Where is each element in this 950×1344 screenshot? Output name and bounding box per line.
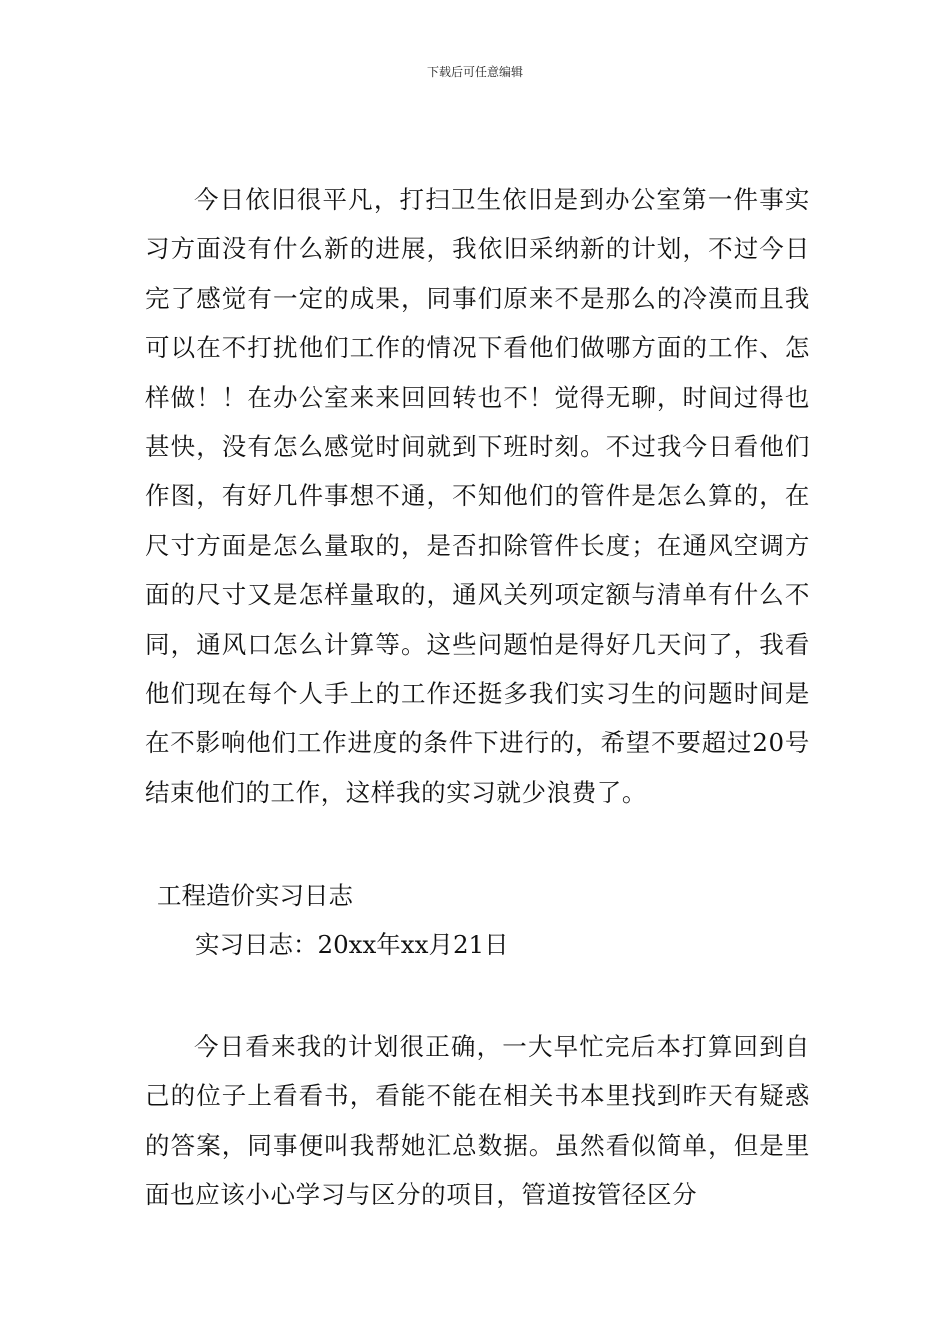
page-header-note: 下载后可任意编辑: [426, 65, 523, 79]
paragraph-1: 今日依旧很平凡，打扫卫生依旧是到办公室第一件事实习方面没有什么新的进展，我依旧采纳新的计划，不过今日完了感觉有一定的成果，同事们原来不是那么的冷漠而且我可以在不打扰他们工作的情况下看他们做哪方面的工作、怎样做！！在办公室来来回回转也不！觉得无聊，时间过得也甚快，没有怎么感觉时间就到下班时刻。不过我今日看他们作图，有好几件事想不通，不知他们的管件是怎么算的，在尺寸方面是怎么量取的，是否扣除管件长度；在通风空调方面的尺寸又是怎样量取的，通风关列项定额与清单有什么不同，通风口怎么计算等。这些问题怕是得好几天问了，我看他们现在每个人手上的工作还挺多我们实习生的问题时间是在不影响他们工作进度的条件下进行的，希望不要超过20号结束他们的工作，这样我的实习就少浪费了。: [145, 185, 810, 807]
body-text-block-1: [145, 175, 810, 817]
log-date-line: 实习日志：20xx年xx月21日: [195, 930, 509, 959]
paragraph-2: 今日看来我的计划很正确，一大早忙完后本打算回到自己的位子上看看书，看能不能在相关书本里找到昨天有疑惑的答案，同事便叫我帮她汇总数据。虽然看似简单，但是里面也应该小心学习与区分的项目，管道按管径区分: [145, 1032, 810, 1210]
body-text-block-2: [145, 1022, 810, 1220]
section-heading: 工程造价实习日志: [157, 881, 353, 910]
